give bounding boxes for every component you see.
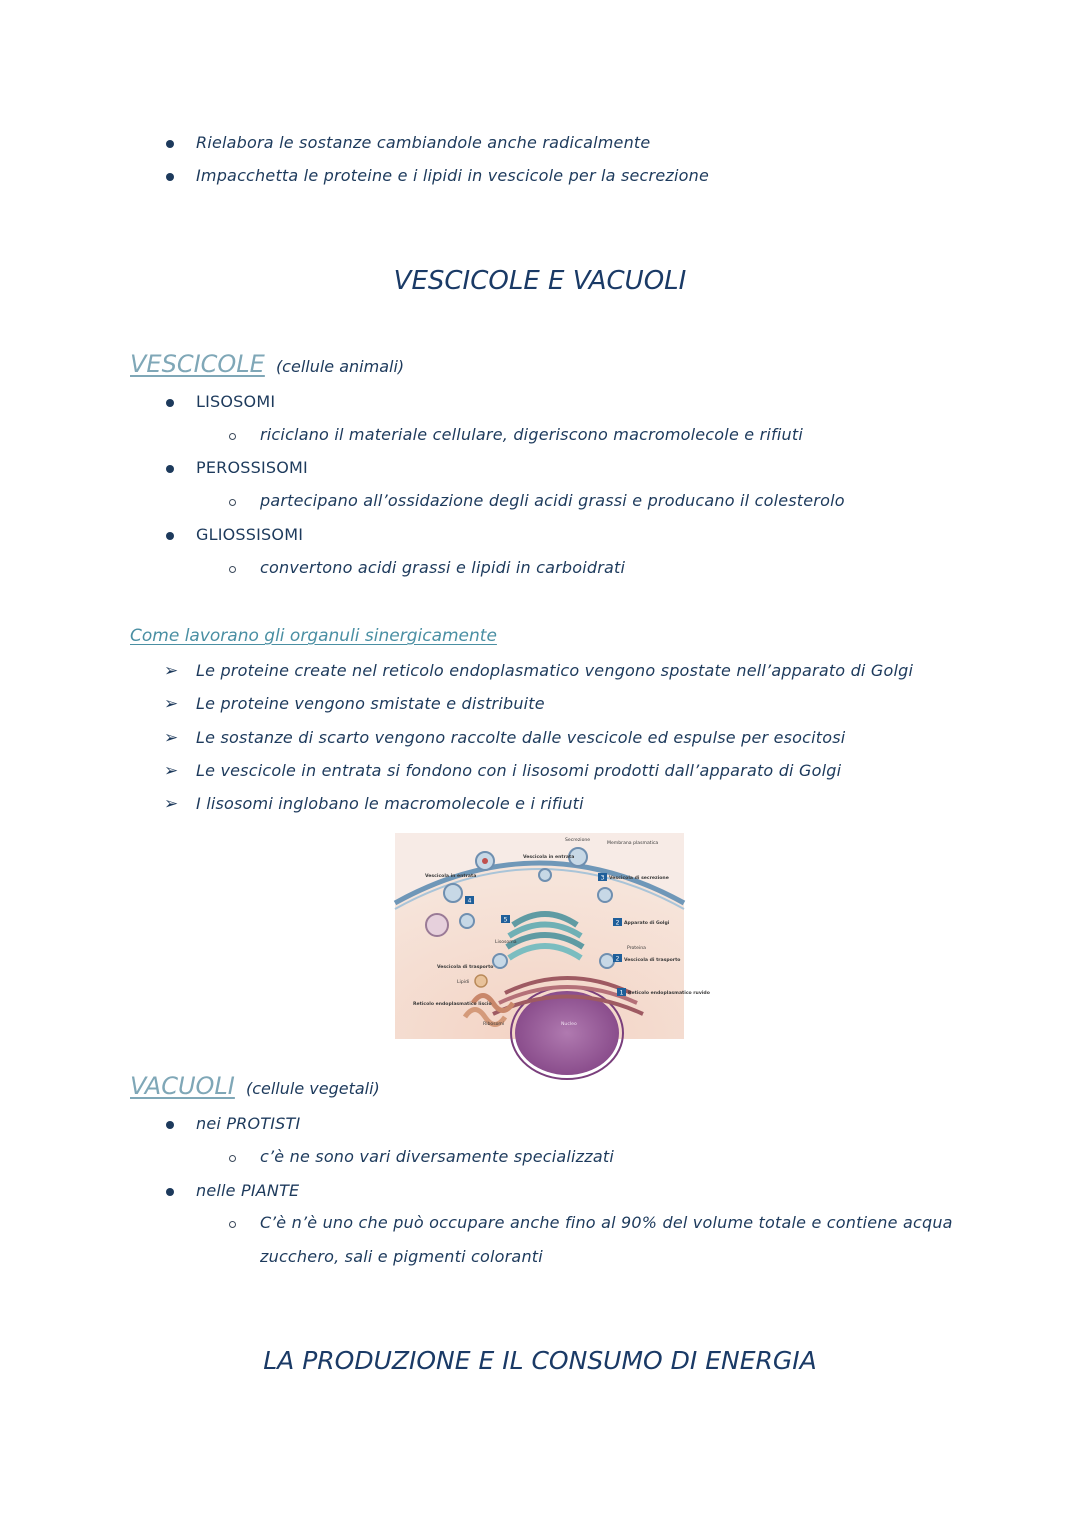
bullet-dot (166, 532, 174, 540)
figure-label: Apparato di Golgi (624, 921, 670, 926)
bullet-ring (229, 433, 236, 440)
list-item-detail: partecipano all’ossidazione degli acidi grassi e producano il colesterolo (260, 491, 845, 510)
figure-label: Proteina (627, 946, 646, 951)
figure-label: Reticolo endoplasmatico ruvido (628, 991, 710, 996)
page-heading: VESCICOLE E VACUOLI (393, 266, 687, 296)
bullet-dot (166, 173, 174, 181)
arrow-bullet-icon: ➢ (164, 661, 179, 681)
step-label: 4 (467, 897, 472, 905)
section-header-vacuoli (130, 1072, 380, 1100)
figure-label: Vescicola in entrata (425, 874, 477, 879)
list-item: Le proteine vengono smistate e distribuite (196, 694, 545, 713)
bullet-dot (166, 1121, 174, 1129)
list-item-label: LISOSOMI (196, 392, 276, 411)
figure-label: Vescicola in entrata (523, 855, 575, 860)
subsection-title: Come lavorano gli organuli sinergicamente (130, 626, 497, 646)
figure-label: Secrezione (565, 838, 591, 843)
list-item-label: GLIOSSISOMI (196, 525, 304, 544)
figure-label: Lisosoma (495, 940, 517, 945)
bullet-dot (166, 1188, 174, 1196)
list-item: Le proteine create nel reticolo endoplasmatico vengono spostate nell’apparato di Golgi (196, 661, 914, 680)
section-header-vescicole (130, 350, 404, 378)
list-item-detail: C’è n’è uno che può occupare anche fino al 90% del volume totale e contiene acqua (260, 1213, 953, 1232)
cell-diagram-figure (395, 833, 710, 1039)
figure-label: Vescicola di trasporto (437, 965, 494, 970)
step-label: 1 (619, 989, 624, 997)
arrow-bullet-icon: ➢ (164, 761, 179, 781)
list-item-detail: convertono acidi grassi e lipidi in carboidrati (260, 558, 626, 577)
section-title: VACUOLI (130, 1072, 235, 1100)
bullet-ring (229, 1155, 236, 1162)
list-item-detail: zucchero, sali e pigmenti coloranti (260, 1247, 543, 1266)
figure-label: Vescicola di trasporto (624, 958, 681, 963)
list-item: Le sostanze di scarto vengono raccolte dalle vescicole ed espulse per esocitosi (196, 728, 846, 747)
arrow-bullet-icon: ➢ (164, 794, 179, 814)
intro-item: Impacchetta le proteine e i lipidi in vescicole per la secrezione (196, 166, 709, 185)
list-item-detail: riciclano il materiale cellulare, digeriscono macromolecole e rifiuti (260, 425, 803, 444)
cell-diagram-svg (395, 833, 710, 1039)
step-label: 2 (615, 919, 620, 927)
step-label: 3 (600, 874, 605, 882)
figure-label: Ribosomi (483, 1022, 505, 1027)
bullet-ring (229, 499, 236, 506)
step-label: 2 (615, 955, 620, 963)
arrow-bullet-icon: ➢ (164, 728, 179, 748)
page-heading: LA PRODUZIONE E IL CONSUMO DI ENERGIA (263, 1346, 817, 1375)
figure-label: Reticolo endoplasmatico liscio (413, 1002, 492, 1007)
figure-label: Vescicola di secrezione (609, 876, 669, 881)
step-label: 5 (503, 916, 508, 924)
section-note: (cellule vegetali) (245, 1079, 380, 1098)
figure-label: Nucleo (561, 1022, 577, 1027)
section-note: (cellule animali) (275, 357, 405, 376)
list-item-label: nei PROTISTI (196, 1114, 301, 1133)
bullet-dot (166, 399, 174, 407)
section-title: VESCICOLE (130, 350, 265, 378)
list-item-detail: c’è ne sono vari diversamente specializzati (260, 1147, 615, 1166)
bullet-ring (229, 1221, 236, 1228)
list-item: I lisosomi inglobano le macromolecole e i rifiuti (196, 794, 584, 813)
intro-item: Rielabora le sostanze cambiandole anche radicalmente (196, 133, 651, 152)
figure-label: Membrana plasmatica (607, 841, 659, 846)
list-item-label: nelle PIANTE (196, 1181, 300, 1200)
arrow-bullet-icon: ➢ (164, 694, 179, 714)
bullet-dot (166, 140, 174, 148)
bullet-dot (166, 465, 174, 473)
list-item: Le vescicole in entrata si fondono con i lisosomi prodotti dall’apparato di Golgi (196, 761, 842, 780)
list-item-label: PEROSSISOMI (196, 458, 308, 477)
figure-label: Lipidi (457, 980, 470, 985)
bullet-ring (229, 566, 236, 573)
